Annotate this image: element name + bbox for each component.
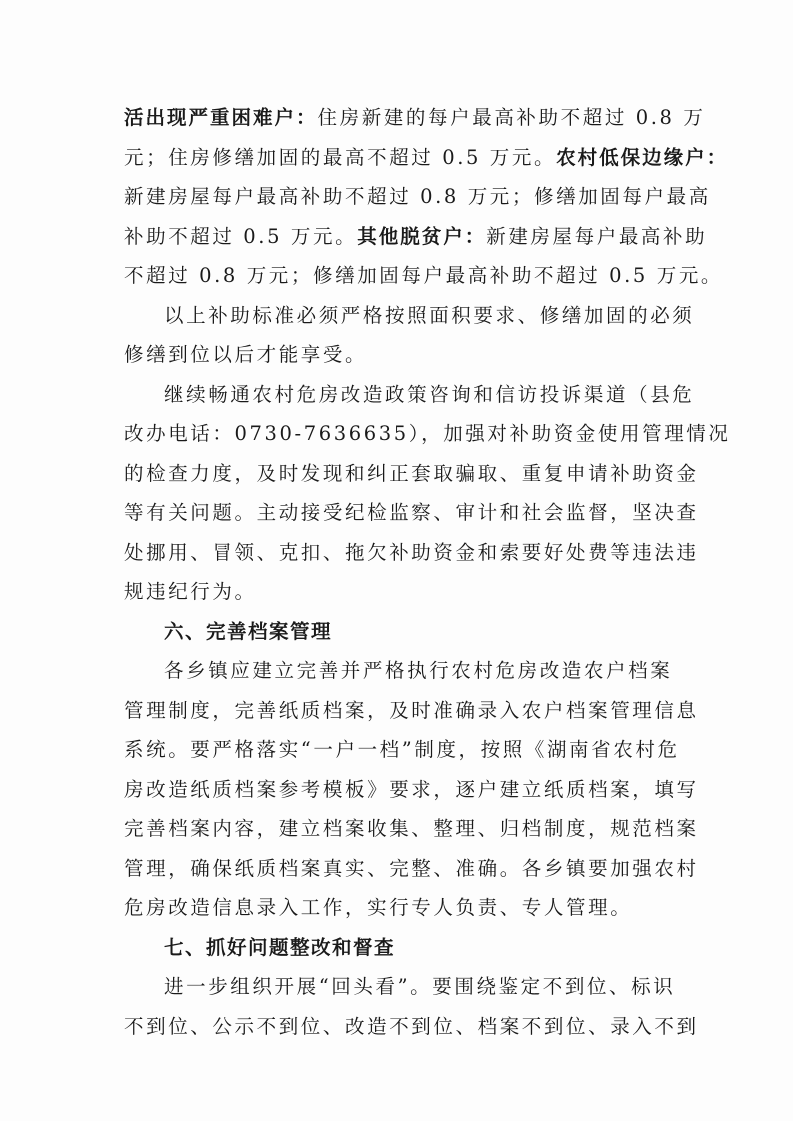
- text-line: 完善档案内容，建立档案收集、整理、归档制度，规范档案: [124, 817, 699, 840]
- text-line: 继续畅通农村危房改造政策咨询和信访投诉渠道（县危: [164, 382, 695, 406]
- text-line: 不超过 0.8 万元；修缮加固每户最高补助不超过 0.5 万元。: [124, 264, 724, 287]
- category-label: 农村低保边缘户：: [556, 145, 729, 169]
- text-span: 住房新建的每户最高补助不超过 0.8 万: [317, 106, 706, 129]
- text-line: 管理，确保纸质档案真实、完整、准确。各乡镇要加强农村: [124, 856, 699, 880]
- text-line: 修缮到位以后才能享受。: [124, 343, 368, 366]
- category-label: 其他脱贫户：: [357, 224, 487, 248]
- text-line: [124, 98, 706, 138]
- text-span: 元；住房修缮加固的最高不超过 0.5 万元。: [124, 145, 557, 169]
- text-line: 危房改造信息录入工作，实行专人负责、专人管理。: [124, 896, 633, 919]
- section-heading: 六、完善档案管理: [164, 619, 333, 643]
- document-body: [124, 98, 731, 1046]
- text-line: 进一步组织开展“回头看”。要围绕鉴定不到位、标识: [164, 975, 676, 998]
- text-line: 等有关问题。主动接受纪检监察、审计和社会监督，坚决查: [124, 501, 699, 524]
- text-line: 处挪用、冒领、克扣、拖欠补助资金和索要好处费等违法违: [124, 540, 699, 564]
- text-line: 的检查力度，及时发现和纠正套取骗取、重复申请补助资金: [124, 461, 699, 485]
- text-line: 系统。要严格落实“一户一档”制度，按照《湖南省农村危: [124, 738, 680, 761]
- text-line: [124, 217, 708, 257]
- text-line: 以上补助标准必须严格按照面积要求、修缮加固的必须: [164, 303, 695, 327]
- text-line: 不到位、公示不到位、改造不到位、档案不到位、录入不到: [124, 1014, 699, 1038]
- section-heading: 七、抓好问题整改和督查: [164, 935, 396, 959]
- category-label: 活出现严重困难户：: [124, 106, 318, 129]
- text-line: 新建房屋每户最高补助不超过 0.8 万元；修缮加固每户最高: [124, 185, 711, 208]
- text-line: 房改造纸质档案参考模板》要求，逐户建立纸质档案，填写: [124, 777, 699, 801]
- text-span: 补助不超过 0.5 万元。: [124, 224, 358, 248]
- text-span: 新建房屋每户最高补助: [486, 224, 708, 248]
- text-line: 规违纪行为。: [124, 580, 257, 603]
- text-line: [124, 138, 729, 178]
- text-line: 改办电话：0730-7636635），加强对补助资金使用管理情况: [124, 422, 731, 445]
- text-line: 各乡镇应建立完善并严格执行农村危房改造农户档案: [164, 659, 673, 682]
- text-line: 管理制度，完善纸质档案，及时准确录入农户档案管理信息: [124, 698, 699, 722]
